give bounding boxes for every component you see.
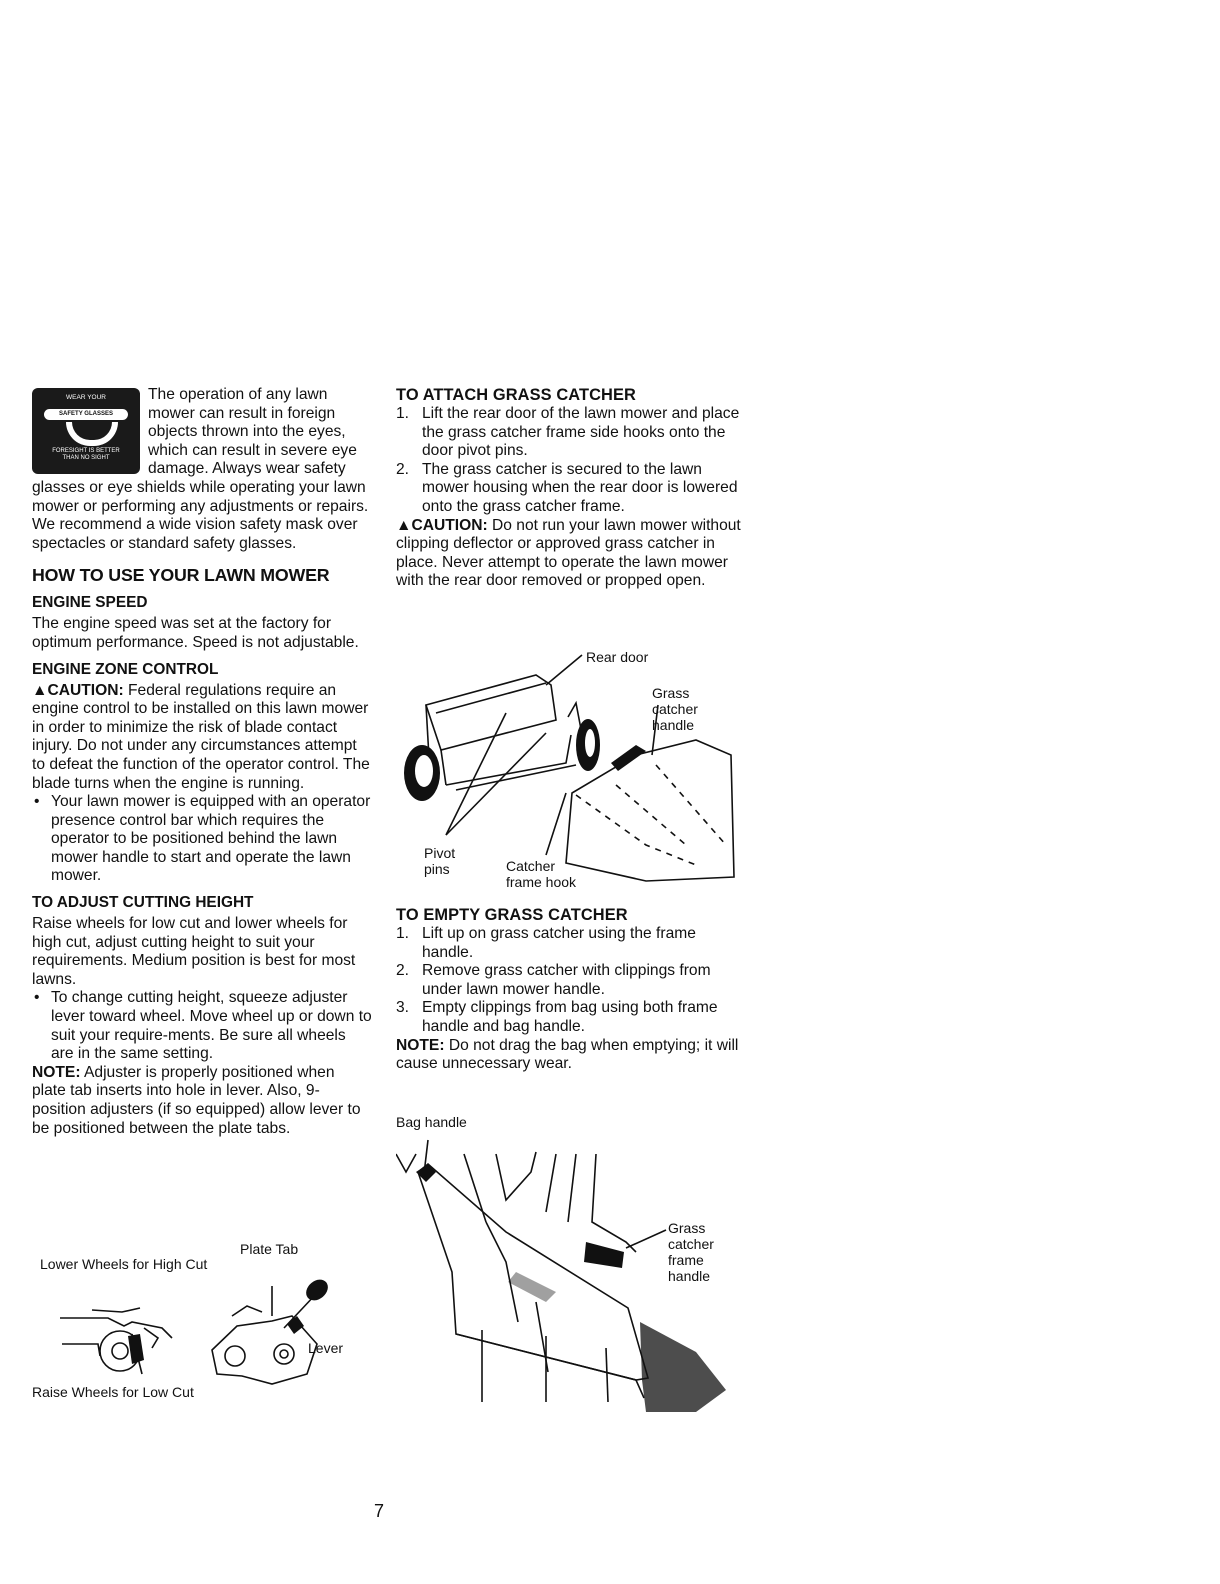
badge-top-text: WEAR YOUR bbox=[66, 394, 106, 401]
cutting-height-note bbox=[32, 1064, 372, 1138]
badge-bottom-text: FORESIGHT IS BETTER THAN NO SIGHT bbox=[52, 448, 120, 461]
list-item: 2. Remove grass catcher with clippings from under lawn mower handle. bbox=[396, 962, 711, 998]
caution-text: Federal regulations require an engine control to be installed on this lawn mower in order to minimize the risk of blade contact injury. Do not under any circumstances attempt to defeat the function of the operator control. The blade turns when the engine is running. bbox=[32, 681, 370, 792]
list-item: 2. The grass catcher is secured to the lawn mower housing when the rear door is lowered onto the grass catcher frame. bbox=[396, 460, 738, 515]
raise-wheels-label: Raise Wheels for Low Cut bbox=[32, 1384, 194, 1400]
attach-catcher-figure bbox=[396, 645, 741, 895]
warning-triangle-icon: ▲ bbox=[32, 681, 48, 699]
right-column-empty-section bbox=[396, 906, 741, 1074]
note-text: Adjuster is properly positioned when plate tab inserts into hole in lever. Also, 9-position adjusters (if so equipped) allow lever to be positioned between the plate tabs. bbox=[32, 1063, 361, 1137]
plate-tab-label: Plate Tab bbox=[240, 1241, 299, 1257]
engine-zone-bullets bbox=[32, 793, 372, 886]
attach-caution bbox=[396, 517, 741, 591]
grass-catcher-frame-handle-label: Grass catcher frame handle bbox=[668, 1220, 714, 1284]
badge-middle-text: SAFETY GLASSES bbox=[44, 409, 128, 420]
note-text: Do not drag the bag when emptying; it will cause unnecessary wear. bbox=[396, 1036, 739, 1073]
attach-steps bbox=[396, 405, 741, 517]
warning-triangle-icon: ▲ bbox=[396, 516, 412, 534]
cutting-height-bullets bbox=[32, 989, 372, 1063]
empty-catcher-figure bbox=[396, 1112, 741, 1412]
empty-catcher-illustration bbox=[396, 1112, 741, 1412]
list-item: • Your lawn mower is equipped with an operator presence control bar which requires the operator to be positioned behind the lawn mower handle to start and operate the lawn mower. bbox=[32, 793, 372, 886]
empty-steps bbox=[396, 925, 741, 1037]
list-item: 1. Lift up on grass catcher using the frame handle. bbox=[396, 925, 696, 961]
left-column bbox=[32, 386, 372, 1138]
how-to-use-heading: HOW TO USE YOUR LAWN MOWER bbox=[32, 565, 330, 586]
list-item: 3. Empty clippings from bag using both frame handle and bag handle. bbox=[396, 999, 718, 1035]
caution-label: CAUTION: bbox=[47, 681, 124, 699]
bag-handle-label: Bag handle bbox=[396, 1114, 467, 1130]
caution-text: Do not run your lawn mower without clipping deflector or approved grass catcher in place. Never attempt to operate the lawn mower with the rear door removed or propped open. bbox=[396, 516, 741, 590]
list-item: 1. Lift the rear door of the lawn mower and place the grass catcher frame side hooks onto the door pivot pins. bbox=[396, 405, 740, 460]
empty-catcher-heading: TO EMPTY GRASS CATCHER bbox=[396, 906, 628, 924]
lower-wheels-label: Lower Wheels for High Cut bbox=[40, 1256, 208, 1272]
safety-glasses-icon bbox=[66, 422, 118, 446]
caution-label: CAUTION: bbox=[411, 516, 488, 534]
rear-door-label: Rear door bbox=[586, 649, 649, 665]
grass-catcher-handle-label: Grass catcher handle bbox=[652, 685, 698, 733]
right-column bbox=[396, 386, 741, 591]
page-number: 7 bbox=[374, 1501, 385, 1521]
note-label: NOTE: bbox=[32, 1063, 81, 1081]
engine-speed-heading: ENGINE SPEED bbox=[32, 594, 148, 612]
cutting-height-heading: TO ADJUST CUTTING HEIGHT bbox=[32, 894, 254, 912]
attach-catcher-heading: TO ATTACH GRASS CATCHER bbox=[396, 386, 636, 404]
safety-glasses-badge bbox=[32, 388, 140, 474]
list-item: • To change cutting height, squeeze adjuster lever toward wheel. Move wheel up or down to suit your require-ments. Be sure all wheels are in the same setting. bbox=[32, 989, 372, 1063]
cutting-height-text: Raise wheels for low cut and lower wheels for high cut, adjust cutting height to suit your requirements. Medium position is best for most lawns. bbox=[32, 915, 356, 988]
engine-zone-caution bbox=[32, 682, 372, 794]
pivot-pins-label: Pivot pins bbox=[424, 845, 456, 877]
engine-speed-text: The engine speed was set at the factory for optimum performance. Speed is not adjustable. bbox=[32, 615, 359, 651]
height-adjuster-figure bbox=[32, 1236, 372, 1406]
catcher-frame-hook-label: Catcher frame hook bbox=[506, 858, 577, 890]
note-label: NOTE: bbox=[396, 1036, 445, 1054]
engine-zone-heading: ENGINE ZONE CONTROL bbox=[32, 660, 219, 678]
lever-label: Lever bbox=[308, 1340, 344, 1356]
empty-note bbox=[396, 1037, 741, 1074]
safety-intro-text: The operation of any lawn mower can result in foreign objects thrown into the eyes, which can result in severe eye damage. Always wear safety glasses or eye shields while operating your lawn mower or performing any adjustments or repairs. We recommend a wide vision safety mask over spectacles or standard safety glasses. bbox=[32, 386, 369, 552]
